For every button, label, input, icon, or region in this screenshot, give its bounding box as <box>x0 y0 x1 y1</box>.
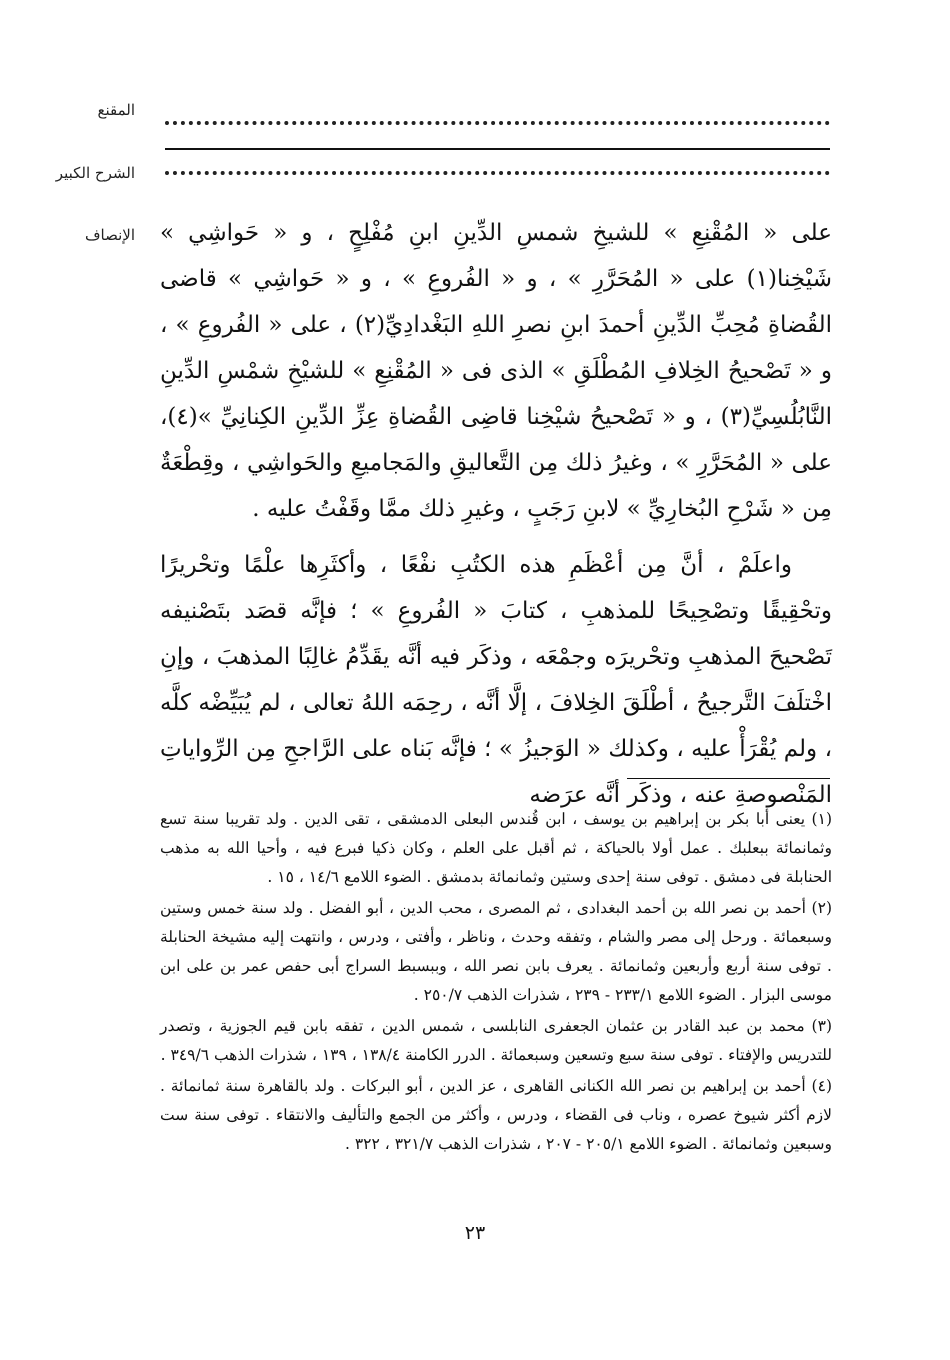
footnote: (١) يعنى أبا بكر بن إبراهيم بن يوسف ، ابن قُندس البعلى الدمشقى ، تقى الدين . ولد تقريبا سنة تسع وثمانمائة ببعلبك . عمل أولا بالحياكة ، ثم أقبل على العلم ، وكان ذكيا فبرع فيه ، وأحيا الله به مذهب الحنابلة فى دمشق . توفى سنة إحدى وستين وثمانمائة بدمشق . الضوء اللامع ١٤/٦ ، ١٥ . <box>160 810 832 886</box>
side-label-sharh: الشرح الكبير <box>55 164 135 182</box>
footnote: (٣) محمد بن عبد القادر بن عثمان الجعفرى النابلسى ، شمس الدين ، تفقه بابن قيم الجوزية ، وتصدر للتدريس والإفتاء . توفى سنة سبع وتسعين وسبعمائة . الدرر الكامنة ١٣٨/٤ ، ١٣٩ ، شذرات الذهب ٣٤٩/٦ . <box>160 1017 832 1064</box>
page-number: ٢٣ <box>464 1222 486 1244</box>
side-label-muqni: المقنع <box>97 101 135 119</box>
muqni-dotted-line <box>165 121 830 125</box>
header-separator-rule <box>165 148 830 150</box>
side-label-insaf: الإنصاف <box>84 226 135 244</box>
footnote: (٢) أحمد بن نصر الله بن أحمد البغدادى ، ثم المصرى ، محب الدين ، أبو الفضل . ولد سنة خمس وستين وسبعمائة . ورحل إلى مصر والشام ، وتفقه وحدث ، وناظر ، وأفتى ، ودرس ، وانتهت إليه مشيخة الحنابلة . توفى سنة أربع وأربعين وثمانمائة . يعرف بابن نصر الله ، وببسبط السراج أبى حفص عمر بن على ابن موسى البزار . الضوء اللامع ٢٣٣/١ - ٢٣٩ ، شذرات الذهب ٢٥٠/٧ . <box>160 899 832 1004</box>
sharh-dotted-line <box>165 171 830 175</box>
body-paragraph: واعلَمْ ، أنَّ مِن أعْظَمِ هذه الكتُبِ نفْعًا ، وأكثَرِها علْمًا وتحْريرًا وتحْقِيقًا وتصْحِيحًا للمذهبِ ، كتابَ « الفُروعِ » ؛ فإنَّه قصَد بتَصْنيفه تَصْحيحَ المذهبِ وتحْريرَه وجمْعَه ، وذكَر فيه أنَّه يقَدِّمُ غالِبًا المذهبَ ، وإنِ اخْتلَفَ التَّرجيحُ ، أطْلَقَ الخِلافَ ، إلَّا أنَّه ، رحِمَه اللهُ تعالى ، لم يُبَيِّضْه كلَّه ، ولم يُقْرَأْ عليه ، وكذلك « الوَجيزُ » ؛ فإنَّه بَناه على الرَّاجحِ مِن الرِّواياتِ المَنْصوصةِ عنه ، وذكَر أنَّه عرَضه <box>160 552 832 808</box>
footnote: (٤) أحمد بن إبراهيم بن نصر الله الكنانى القاهرى ، عز الدين ، أبو البركات . ولد بالقاهرة سنة ثمانمائة . لازم أكثر شيوخ عصره ، وناب فى القضاء ، ودرس ، وأكثر من الجمع والتأليف والانتقاء . توفى سنة ست وسبعين وثمانمائة . الضوء اللامع ٢٠٥/١ - ٢٠٧ ، شذرات الذهب ٣٢١/٧ ، ٣٢٢ . <box>160 1077 832 1153</box>
main-text <box>160 210 832 818</box>
footnote-separator <box>627 778 830 779</box>
footnotes <box>160 805 832 1161</box>
body-paragraph: على « المُقْنِعِ » للشيخِ شمسِ الدِّينِ ابنِ مُفْلِحٍ ، و « حَواشِي » شَيْخِنا(١) على « المُحَرَّرِ » ، و « الفُروعِ » ، و « حَواشِي » قاضى القُضاةِ مُحِبِّ الدِّينِ أحمدَ ابنِ نصرِ اللهِ البَغْدادِيِّ(٢) ، على « الفُروعِ » ، و « تَصْحيحُ الخِلافِ المُطْلَقِ » الذى فى « المُقْنِعِ » للشيْخِ شمْسِ الدِّينِ النَّابُلُسِيِّ(٣) ، و « تَصْحيحُ شيْخِنا قاضِى القُضاةِ عِزِّ الدِّينِ الكِنانِيِّ »(٤)، على « المُحَرَّرِ » ، وغيرُ ذلك مِن التَّعاليقِ والمَجاميعِ والحَواشِي ، وقِطْعَةٌ مِن « شَرْحِ البُخارِيِّ » لابنِ رَجَبٍ ، وغيرِ ذلك ممَّا وقَفْتُ عليه . <box>160 220 832 522</box>
